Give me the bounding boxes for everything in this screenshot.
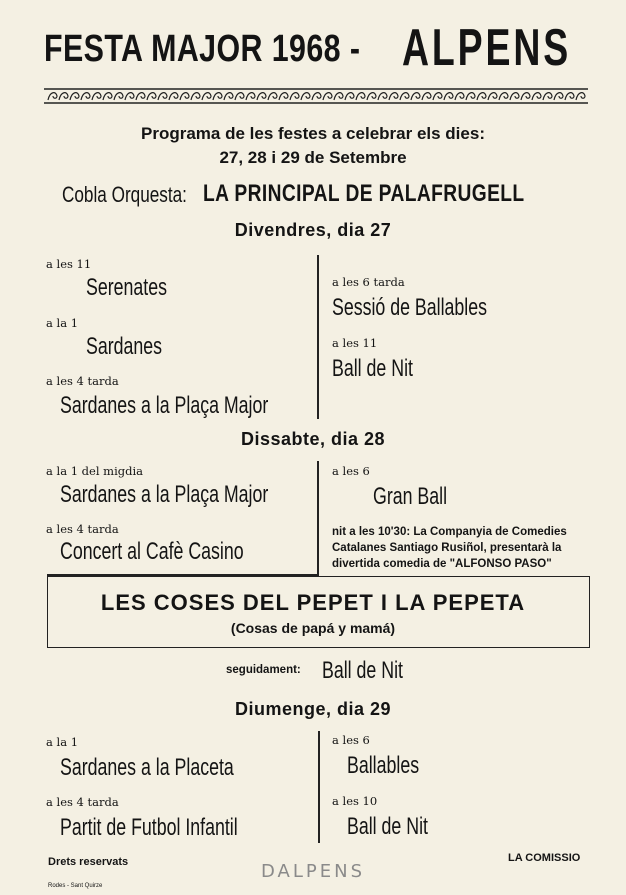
poster-town: ALPENS: [402, 19, 572, 77]
intro-line-1: Programa de les festes a celebrar els dies:: [141, 124, 485, 143]
watermark: DALPENS: [260, 861, 365, 882]
event-time: a les 11: [46, 257, 92, 271]
column-divider: [318, 731, 320, 843]
theatre-note-line-2: Catalanes Santiago Rusiñol, presentarà la: [332, 542, 562, 554]
rights-note: Drets reservats: [48, 856, 129, 868]
event-name: Serenates: [86, 274, 167, 301]
poster-title: FESTA MAJOR 1968 -: [44, 28, 361, 70]
commission-signature: LA COMISSIO: [508, 852, 581, 864]
event-name: Ball de Nit: [347, 813, 428, 840]
event-name: Sardanes a la Plaça Major: [60, 481, 269, 508]
theatre-note-line-1: nit a les 10'30: La Companyia de Comedies: [332, 526, 567, 538]
event-name: Gran Ball: [373, 483, 448, 510]
event-time: a la 1: [46, 735, 79, 749]
event-name: Sardanes a la Placeta: [60, 754, 234, 781]
printer-credit: Rodes - Sant Quirze: [48, 883, 103, 889]
after-label: seguidament:: [226, 664, 301, 676]
event-name: Concert al Cafè Casino: [60, 538, 244, 565]
column-divider: [317, 461, 319, 576]
event-name: Sessió de Ballables: [332, 294, 488, 321]
event-time: a les 4 tarda: [46, 374, 119, 388]
event-time: a les 6: [332, 733, 370, 747]
event-time: a les 10: [332, 794, 378, 808]
event-name: Ballables: [347, 752, 420, 779]
cobla-label: Cobla Orquesta:: [62, 182, 187, 207]
ornament-border: [44, 88, 588, 104]
event-time: a les 6 tarda: [332, 275, 405, 289]
event-time: a les 4 tarda: [46, 522, 119, 536]
play-title: LES COSES DEL PEPET I LA PEPETA: [100, 590, 526, 615]
event-time: a les 6: [332, 464, 370, 478]
event-time: a la 1 del migdia: [46, 464, 144, 478]
play-subtitle: (Cosas de papá y mamá): [230, 620, 396, 636]
event-name: Ball de Nit: [332, 355, 413, 382]
event-time: a les 4 tarda: [46, 795, 119, 809]
event-time: a la 1: [46, 316, 79, 330]
theatre-note-line-3: divertida comedia de "ALFONSO PASO": [332, 558, 552, 570]
event-name: Ball de Nit: [322, 657, 403, 684]
event-time: a les 11: [332, 336, 378, 350]
event-name: Sardanes a la Plaça Major: [60, 392, 269, 419]
event-name: Partit de Futbol Infantil: [60, 814, 238, 841]
intro-line-2: 27, 28 i 29 de Setembre: [219, 148, 407, 167]
column-divider: [317, 255, 319, 419]
day-heading-saturday: Dissabte, dia 28: [240, 429, 386, 449]
day-heading-sunday: Diumenge, dia 29: [234, 699, 392, 719]
event-name: Sardanes: [86, 333, 163, 360]
day-heading-friday: Divendres, dia 27: [234, 220, 392, 240]
cobla-name: LA PRINCIPAL DE PALAFRUGELL: [203, 180, 525, 207]
